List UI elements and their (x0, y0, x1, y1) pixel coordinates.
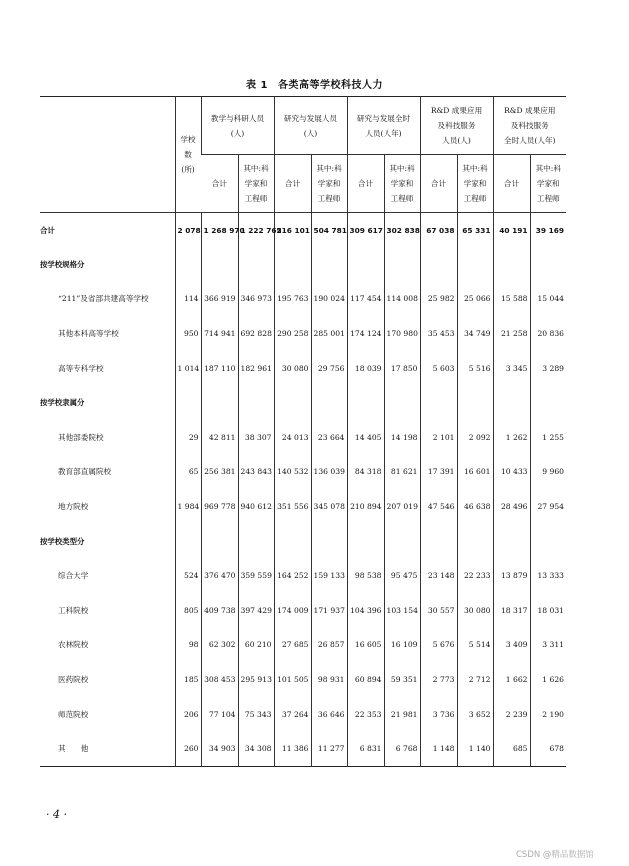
table-cell: 308 453 (201, 662, 238, 697)
table-cell: 103 154 (384, 593, 420, 628)
header-scientists: 其中:科 学家和 工程师 (311, 155, 347, 213)
table-cell: 692 828 (238, 316, 274, 351)
table-cell: 21 258 (493, 316, 530, 351)
table-cell: 18 039 (347, 351, 384, 386)
table-cell: 516 101 (274, 213, 311, 248)
row-label: 其他本科高等学校 (58, 328, 119, 338)
table-cell: 714 941 (201, 316, 238, 351)
table-cell: 1 140 (457, 731, 493, 766)
table-cell: 67 038 (420, 213, 457, 248)
table-cell: 23 148 (420, 558, 457, 593)
header-total: 合计 (201, 155, 238, 213)
header-group: R&D 成果应用 及科技服务 人员(人) (420, 97, 493, 155)
table-cell: 295 913 (238, 662, 274, 697)
table-cell: 23 664 (311, 420, 347, 455)
stub-header (40, 97, 175, 213)
table-cell: 1 222 762 (238, 213, 274, 248)
table-cell: 969 778 (201, 489, 238, 524)
table-cell: 75 343 (238, 697, 274, 732)
table-cell (347, 524, 384, 559)
table-cell: 290 258 (274, 316, 311, 351)
header-scientists: 其中:科 学家和 工程师 (530, 155, 566, 213)
table-cell: 15 588 (493, 282, 530, 317)
table-cell: 29 756 (311, 351, 347, 386)
table-cell: 65 331 (457, 213, 493, 248)
table-cell: 805 (175, 593, 201, 628)
row-label: 农林院校 (58, 640, 89, 650)
table-cell: 376 470 (201, 558, 238, 593)
row-label: 综合大学 (58, 571, 89, 581)
table-cell: 17 850 (384, 351, 420, 386)
table-cell: 256 381 (201, 455, 238, 490)
table-cell: 164 252 (274, 558, 311, 593)
table-cell: 195 763 (274, 282, 311, 317)
row-label: 高等专科学校 (58, 363, 104, 373)
table-cell: 685 (493, 731, 530, 766)
table-cell: 190 024 (311, 282, 347, 317)
table-cell: 207 019 (384, 489, 420, 524)
header-scientists: 其中:科 学家和 工程师 (457, 155, 493, 213)
table-cell (175, 247, 201, 282)
table-cell: 2 078 (175, 213, 201, 248)
table-cell: 81 621 (384, 455, 420, 490)
table-cell (530, 247, 566, 282)
header-group: 教学与科研人员 (人) (201, 97, 274, 155)
table-cell (493, 524, 530, 559)
table-cell: 1 148 (420, 731, 457, 766)
table-cell (420, 524, 457, 559)
table-cell: 36 646 (311, 697, 347, 732)
header-total: 合计 (420, 155, 457, 213)
table-cell: 171 937 (311, 593, 347, 628)
header-total: 合计 (493, 155, 530, 213)
table-cell: 84 318 (347, 455, 384, 490)
table-cell: 29 (175, 420, 201, 455)
header-scientists: 其中:科 学家和 工程师 (238, 155, 274, 213)
table-cell: 104 396 (347, 593, 384, 628)
table-cell: 504 781 (311, 213, 347, 248)
table-row (40, 662, 566, 697)
table-cell (175, 524, 201, 559)
table-row (40, 316, 566, 351)
table-cell: 20 836 (530, 316, 566, 351)
table-cell (530, 385, 566, 420)
table-cell: 359 559 (238, 558, 274, 593)
table-cell: 397 429 (238, 593, 274, 628)
row-label: 按学校规格分 (40, 259, 85, 269)
table-cell: 950 (175, 316, 201, 351)
table-cell: 16 605 (347, 628, 384, 663)
table-cell: 38 307 (238, 420, 274, 455)
table-cell (493, 385, 530, 420)
table-cell: 59 351 (384, 662, 420, 697)
table-number: 表 1 (246, 80, 268, 91)
page-number: · 4 · (46, 808, 67, 821)
table-row (40, 455, 566, 490)
table-cell: 260 (175, 731, 201, 766)
table-cell: 30 557 (420, 593, 457, 628)
table-cell: 35 453 (420, 316, 457, 351)
row-label: 其他部委院校 (58, 432, 104, 442)
table-cell: 25 066 (457, 282, 493, 317)
table-cell: 101 505 (274, 662, 311, 697)
table-cell: 185 (175, 662, 201, 697)
table-cell: 1 262 (493, 420, 530, 455)
table-cell (311, 524, 347, 559)
table-row (40, 697, 566, 732)
table-cell: 13 879 (493, 558, 530, 593)
table-cell: 11 277 (311, 731, 347, 766)
row-label: 师范院校 (58, 709, 89, 719)
table-cell (201, 524, 238, 559)
table-cell: 366 919 (201, 282, 238, 317)
table-cell: 11 386 (274, 731, 311, 766)
header-group: 研究与发展人员 (人) (274, 97, 347, 155)
table-cell: 17 391 (420, 455, 457, 490)
table-cell: 3 736 (420, 697, 457, 732)
row-label: “211”及省部共建高等学校 (58, 294, 149, 304)
table-cell (384, 247, 420, 282)
header-group: R&D 成果应用 及科技服务 全时人员(人年) (493, 97, 566, 155)
data-table (40, 96, 566, 767)
table-cell: 351 556 (274, 489, 311, 524)
table-cell: 187 110 (201, 351, 238, 386)
table-cell: 21 981 (384, 697, 420, 732)
table-cell: 2 773 (420, 662, 457, 697)
table-cell (311, 247, 347, 282)
table-cell (457, 247, 493, 282)
table-cell: 16 109 (384, 628, 420, 663)
table-cell: 678 (530, 731, 566, 766)
table-title-text: 各类高等学校科技人力 (277, 80, 383, 91)
table-cell: 6 831 (347, 731, 384, 766)
table-cell (420, 385, 457, 420)
table-cell (420, 247, 457, 282)
table-cell: 309 617 (347, 213, 384, 248)
table-cell: 13 333 (530, 558, 566, 593)
table-row (40, 558, 566, 593)
table-cell: 16 601 (457, 455, 493, 490)
row-label: 合计 (40, 225, 55, 235)
row-label: 工科院校 (58, 605, 89, 615)
row-label: 医药院校 (58, 674, 89, 684)
table-cell: 27 685 (274, 628, 311, 663)
table-cell: 409 738 (201, 593, 238, 628)
table-cell: 2 239 (493, 697, 530, 732)
table-cell: 243 843 (238, 455, 274, 490)
table-cell: 114 (175, 282, 201, 317)
table-cell: 302 838 (384, 213, 420, 248)
table-cell: 98 931 (311, 662, 347, 697)
table-cell (457, 524, 493, 559)
table-cell: 34 308 (238, 731, 274, 766)
table-cell (238, 524, 274, 559)
table-row (40, 247, 566, 282)
table-cell: 3 311 (530, 628, 566, 663)
table-cell: 14 405 (347, 420, 384, 455)
table-cell: 24 013 (274, 420, 311, 455)
table-cell: 1 255 (530, 420, 566, 455)
table-cell: 345 078 (311, 489, 347, 524)
table-cell: 2 190 (530, 697, 566, 732)
table-cell: 5 514 (457, 628, 493, 663)
table-row (40, 731, 566, 766)
table-cell: 65 (175, 455, 201, 490)
table-cell: 170 980 (384, 316, 420, 351)
table-cell: 60 210 (238, 628, 274, 663)
table-cell: 2 101 (420, 420, 457, 455)
table-row (40, 628, 566, 663)
table-cell: 18 317 (493, 593, 530, 628)
table-cell: 77 104 (201, 697, 238, 732)
table-cell: 2 092 (457, 420, 493, 455)
row-label: 地方院校 (58, 501, 89, 511)
table-cell: 5 603 (420, 351, 457, 386)
table-cell: 174 009 (274, 593, 311, 628)
table-row (40, 593, 566, 628)
table-cell: 117 454 (347, 282, 384, 317)
table-cell: 26 857 (311, 628, 347, 663)
table-cell: 95 475 (384, 558, 420, 593)
table-cell: 136 039 (311, 455, 347, 490)
table-row (40, 213, 566, 248)
table-cell: 3 652 (457, 697, 493, 732)
table-cell: 30 080 (274, 351, 311, 386)
table-cell: 22 353 (347, 697, 384, 732)
table-cell: 1 662 (493, 662, 530, 697)
table-cell: 524 (175, 558, 201, 593)
table-row (40, 524, 566, 559)
row-label: 按学校类型分 (40, 536, 85, 546)
table-cell (274, 524, 311, 559)
table-cell (311, 385, 347, 420)
table-cell: 18 031 (530, 593, 566, 628)
table-cell (274, 385, 311, 420)
table-cell (384, 524, 420, 559)
table-row (40, 351, 566, 386)
row-label: 其 他 (58, 744, 89, 754)
table-cell: 940 612 (238, 489, 274, 524)
table-row (40, 489, 566, 524)
table-cell: 3 409 (493, 628, 530, 663)
table-cell (238, 385, 274, 420)
table-cell: 5 516 (457, 351, 493, 386)
table-cell (530, 524, 566, 559)
table-cell: 140 532 (274, 455, 311, 490)
table-cell: 47 546 (420, 489, 457, 524)
table-cell: 10 433 (493, 455, 530, 490)
table-cell: 5 676 (420, 628, 457, 663)
table-cell: 285 001 (311, 316, 347, 351)
table-cell: 6 768 (384, 731, 420, 766)
table-cell: 1 626 (530, 662, 566, 697)
table-cell: 60 894 (347, 662, 384, 697)
table-cell: 1 984 (175, 489, 201, 524)
watermark: CSDN @精品数据馆 (516, 850, 594, 860)
table-cell: 27 954 (530, 489, 566, 524)
table-cell: 1 014 (175, 351, 201, 386)
table-cell (347, 247, 384, 282)
table-cell: 25 982 (420, 282, 457, 317)
table-row (40, 385, 566, 420)
table-cell: 182 961 (238, 351, 274, 386)
table-cell: 37 264 (274, 697, 311, 732)
header-schools: 学校 数 (所) (175, 97, 201, 213)
table-cell: 98 (175, 628, 201, 663)
table-cell (175, 385, 201, 420)
row-label: 按学校隶属分 (40, 398, 85, 408)
table-cell (201, 247, 238, 282)
table-cell: 34 903 (201, 731, 238, 766)
table-cell: 30 080 (457, 593, 493, 628)
table-cell (347, 385, 384, 420)
row-label: 教育部直属院校 (58, 467, 112, 477)
header-group: 研究与发展全时 人员(人年) (347, 97, 420, 155)
table-cell (384, 385, 420, 420)
table-cell: 206 (175, 697, 201, 732)
table-cell: 39 169 (530, 213, 566, 248)
table-cell: 159 133 (311, 558, 347, 593)
table-cell: 14 198 (384, 420, 420, 455)
table-cell: 114 008 (384, 282, 420, 317)
table-row (40, 282, 566, 317)
table-body (40, 213, 566, 767)
table-cell: 40 191 (493, 213, 530, 248)
table-cell: 210 894 (347, 489, 384, 524)
table-cell: 28 496 (493, 489, 530, 524)
table-cell: 346 973 (238, 282, 274, 317)
table-row (40, 420, 566, 455)
header-scientists: 其中:科 学家和 工程师 (384, 155, 420, 213)
table-cell: 34 749 (457, 316, 493, 351)
table-cell: 98 538 (347, 558, 384, 593)
table-cell: 3 345 (493, 351, 530, 386)
table-cell (457, 385, 493, 420)
table-cell: 46 638 (457, 489, 493, 524)
table-cell: 62 302 (201, 628, 238, 663)
table-cell: 42 811 (201, 420, 238, 455)
table-cell: 2 712 (457, 662, 493, 697)
table-cell (493, 247, 530, 282)
table-cell (274, 247, 311, 282)
table-cell: 15 044 (530, 282, 566, 317)
table-cell: 174 124 (347, 316, 384, 351)
table-cell: 9 960 (530, 455, 566, 490)
header-total: 合计 (274, 155, 311, 213)
table-title (0, 76, 629, 91)
table-cell: 1 268 970 (201, 213, 238, 248)
table-cell: 22 233 (457, 558, 493, 593)
table-cell: 3 289 (530, 351, 566, 386)
table-cell (238, 247, 274, 282)
header-total: 合计 (347, 155, 384, 213)
table-cell (201, 385, 238, 420)
